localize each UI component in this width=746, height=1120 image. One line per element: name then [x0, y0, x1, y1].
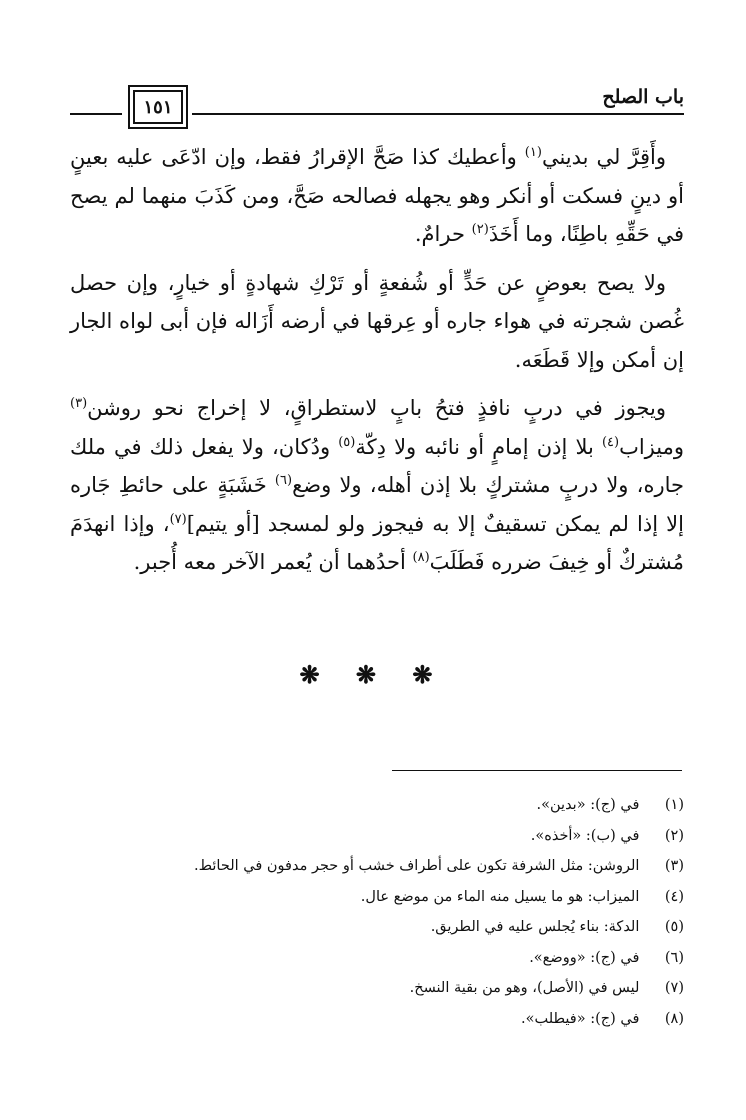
footnote-item [70, 973, 684, 1004]
footnote-text: في (ج): «فيطلب». [521, 1010, 640, 1027]
text-run: ويجوز في دربٍ نافذٍ فتحُ بابٍ لاستطراقٍ، لا إخراج نحو روشن [87, 396, 666, 420]
footnote-item [70, 1004, 684, 1035]
text-run: أحدُهما أن يُعمر الآخر معه أُجبر. [133, 550, 413, 574]
footnote-ref: (٤) [601, 434, 620, 450]
footnotes [70, 790, 684, 1034]
footnote-rule [392, 770, 682, 771]
footnote-number: (٢) [664, 827, 684, 844]
footnote-ref: (٧) [169, 511, 187, 527]
text-run: ودُكان، ولا يفعل ذلك في ملك جاره، ولا دربٍ مشتركٍ بلا إذن أهله، ولا وضع [70, 434, 684, 497]
footnote-text: الميزاب: هو ما يسيل منه الماء من موضع عال. [360, 888, 640, 905]
text-run: ، وإذا انهدَمَ مُشتركٌ أو خِيفَ ضرره فَطَلَبَ [70, 511, 684, 574]
footnote-item [70, 943, 684, 974]
main-text [70, 138, 684, 592]
text-run: وميزاب [619, 434, 684, 459]
paragraph-3 [70, 389, 684, 582]
text-run: حرامٌ. [414, 222, 472, 246]
footnote-number: (٨) [664, 1010, 684, 1027]
footnote-number: (١) [664, 797, 684, 813]
paragraph-2 [70, 264, 684, 380]
footnote-item [70, 882, 684, 913]
footnote-item [70, 821, 684, 852]
footnote-ref: (٣) [70, 396, 88, 411]
header-rule-short [70, 113, 122, 115]
footnote-ref: (٦) [274, 473, 293, 488]
chapter-title: باب الصلح [602, 86, 684, 108]
footnote-text: في (ج): «بدين». [536, 797, 640, 813]
footnote-ref: (١) [524, 145, 542, 160]
footnote-item [70, 790, 684, 821]
footnote-number: (٥) [664, 919, 684, 935]
footnote-text: في (ب): «أخذه». [530, 827, 640, 844]
page-number: ١٥١ [133, 90, 183, 124]
text-run: وأعطيك كذا صَحَّ الإقرارُ فقط، وإن ادّعَى عليه بعينٍ أو دينٍ فسكت أو أنكر وهو يجهله فصالحه صَحَّ، ومن كَذَبَ منهما لم يصح في حَقِّهِ باطِنًا، وما أَخَذَ [70, 145, 684, 246]
text-run: ولا يصح بعوضٍ عن حَدٍّ أو شُفعةٍ أو تَرْكِ شهادةٍ أو خيارٍ، وإن حصل غُصن شجرته في هواء جاره أو عِرقها في أرضه أَزَاله فإن أبى لواه الجار إن أمكن وإلا قَطَعَه. [70, 270, 684, 372]
text-run: خَشَبَةٍ على حائطِ جَاره إلا إذا لم يمكن تسقيفٌ إلا به فيجوز ولو لمسجد [أو يتيم] [70, 473, 684, 536]
footnote-number: (٣) [664, 858, 684, 874]
section-divider-stars: ❋ ❋ ❋ [299, 660, 447, 689]
footnote-text: ليس في (الأصل)، وهو من بقية النسخ. [409, 980, 640, 996]
footnote-ref: (٥) [338, 434, 356, 450]
footnote-ref: (٢) [471, 222, 489, 237]
footnote-text: الدكة: بناء يُجلس عليه في الطريق. [430, 919, 640, 935]
text-run: بلا إذن إمامٍ أو نائبه ولا دِكّة [355, 434, 602, 459]
footnote-text: الروشن: مثل الشرفة تكون على أطراف خشب أو حجر مدفون في الحائط. [194, 858, 640, 874]
footnote-item [70, 851, 684, 882]
text-run: وأَقِرَّ لي بديني [541, 145, 666, 169]
footnote-number: (٧) [664, 980, 684, 996]
header-rule [192, 113, 684, 115]
footnote-ref: (٨) [412, 550, 430, 565]
footnote-item [70, 912, 684, 943]
paragraph-1 [70, 138, 684, 254]
footnote-number: (٦) [664, 949, 684, 966]
footnote-text: في (ج): «ووضع». [529, 949, 640, 966]
footnote-number: (٤) [664, 888, 684, 905]
